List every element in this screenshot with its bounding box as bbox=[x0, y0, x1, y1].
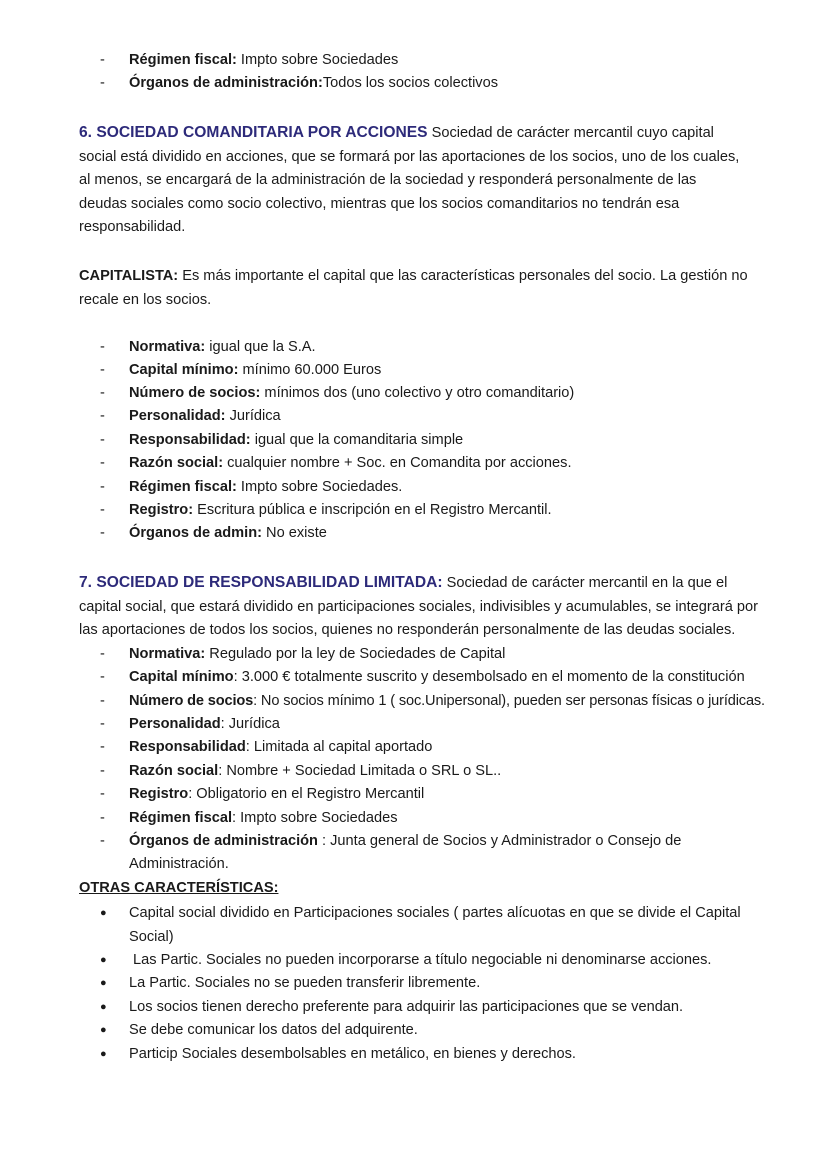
item-text: : Limitada al capital aportado bbox=[245, 739, 433, 755]
bullet-item: ● Se debe comunicar los datos del adquirente. bbox=[100, 1022, 418, 1038]
item-text: Escritura pública e inscripción en el Registro Mercantil. bbox=[193, 502, 552, 518]
item-text: : 3.000 € totalmente suscrito y desembolsado en el momento de la constitución bbox=[233, 669, 745, 685]
item-text: La Partic. Sociales no se pueden transferir libremente. bbox=[129, 975, 481, 991]
item-text: : Nombre + Sociedad Limitada o SRL o SL.. bbox=[218, 763, 502, 779]
list-item: - Personalidad: Jurídica bbox=[100, 716, 280, 732]
bullet-item: ● Las Partic. Sociales no pueden incorporarse a título negociable ni denominarse acciones. bbox=[100, 952, 712, 968]
bullet-item: ● Los socios tienen derecho preferente para adquirir las participaciones que se vendan. bbox=[100, 999, 684, 1015]
item-text: Particip Sociales desembolsables en metálico, en bienes y derechos. bbox=[129, 1046, 576, 1062]
otras-heading-text: OTRAS CARACTERÍSTICAS: bbox=[79, 880, 279, 896]
item-label: Capital mínimo: bbox=[129, 362, 239, 378]
item-text: : No socios mínimo 1 ( soc.Unipersonal), pueden ser personas físicas o jurídicas. bbox=[253, 693, 765, 709]
list-item: - Órganos de administración:Todos los socios colectivos bbox=[100, 75, 499, 91]
list-item: - Órganos de administración : Junta general de Socios y Administrador o Consejo de bbox=[100, 833, 682, 849]
item-label: Número de socios: bbox=[129, 385, 261, 401]
paragraph-line: recale en los socios. bbox=[79, 291, 212, 308]
item-text: : Jurídica bbox=[220, 716, 280, 732]
paragraph-line: al menos, se encargará de la administración de la sociedad y responderá personalmente de las bbox=[79, 172, 697, 188]
paragraph-line: las aportaciones de todos los socios, quienes no responderán personalmente de las deudas sociales. bbox=[79, 622, 736, 638]
list-item: - Registro: Escritura pública e inscripción en el Registro Mercantil. bbox=[100, 502, 552, 518]
list-item: - Número de socios: mínimos dos (uno colectivo y otro comanditario) bbox=[100, 385, 575, 401]
item-text: : Junta general de Socios y Administrador o Consejo de bbox=[317, 833, 682, 849]
list-item: - Personalidad: Jurídica bbox=[100, 408, 281, 424]
bullet-item-continuation: Social) bbox=[129, 929, 174, 945]
list-item: - Normativa: Regulado por la ley de Sociedades de Capital bbox=[100, 646, 506, 662]
list-item: - Régimen fiscal: Impto sobre Sociedades bbox=[100, 810, 398, 826]
item-label: Registro: bbox=[129, 502, 194, 518]
list-item: - Régimen fiscal: Impto sobre Sociedades bbox=[100, 52, 399, 68]
item-text: Regulado por la ley de Sociedades de Capital bbox=[205, 646, 506, 662]
list-item: - Capital mínimo: mínimo 60.000 Euros bbox=[100, 362, 382, 378]
list-item: - Responsabilidad: Limitada al capital aportado bbox=[100, 739, 433, 755]
bullet-item: ● La Partic. Sociales no se pueden transferir libremente. bbox=[100, 975, 481, 991]
list-item-continuation: Administración. bbox=[129, 856, 229, 872]
list-item: - Normativa: igual que la S.A. bbox=[100, 339, 316, 355]
item-text: Las Partic. Sociales no pueden incorporarse a título negociable ni denominarse acciones. bbox=[129, 952, 712, 968]
item-text: cualquier nombre + Soc. en Comandita por acciones. bbox=[223, 455, 572, 471]
list-item: - Responsabilidad: igual que la comanditaria simple bbox=[100, 432, 464, 448]
item-label: Personalidad bbox=[129, 716, 221, 732]
item-text: Jurídica bbox=[225, 408, 281, 424]
item-text: : Impto sobre Sociedades bbox=[232, 810, 398, 826]
item-label: Régimen fiscal bbox=[129, 810, 233, 826]
item-label: Normativa: bbox=[129, 339, 206, 355]
item-text: mínimos dos (uno colectivo y otro comanditario) bbox=[260, 385, 575, 401]
section-6-paragraph bbox=[79, 121, 739, 240]
paragraph-line: Sociedad de carácter mercantil en la que el bbox=[442, 575, 728, 591]
item-text: No existe bbox=[261, 525, 327, 541]
list-item: - Órganos de admin: No existe bbox=[100, 525, 327, 541]
item-label: Órganos de admin: bbox=[129, 525, 262, 541]
paragraph-line: responsabilidad. bbox=[79, 219, 186, 235]
bullet-item: ● Particip Sociales desembolsables en metálico, en bienes y derechos. bbox=[100, 1046, 576, 1062]
item-label: Responsabilidad: bbox=[129, 432, 251, 448]
item-label: Régimen fiscal: bbox=[129, 52, 237, 68]
item-label: Régimen fiscal: bbox=[129, 479, 237, 495]
item-label: Órganos de administración: bbox=[129, 75, 323, 91]
item-text: mínimo 60.000 Euros bbox=[238, 362, 382, 378]
section-7-paragraph bbox=[79, 571, 758, 643]
item-label: Órganos de administración bbox=[129, 833, 318, 849]
item-text: Capital social dividido en Participaciones sociales ( partes alícuotas en que se divide el Capital bbox=[129, 905, 741, 921]
section-6-heading: 6. SOCIEDAD COMANDITARIA POR ACCIONES bbox=[79, 124, 428, 141]
item-label: Normativa: bbox=[129, 646, 206, 662]
list-item: - Razón social: Nombre + Sociedad Limitada o SRL o SL.. bbox=[100, 763, 502, 779]
item-label: Razón social: bbox=[129, 455, 224, 471]
paragraph-line: Es más importante el capital que las características personales del socio. La gestión no bbox=[178, 268, 748, 284]
item-label: Responsabilidad bbox=[129, 739, 246, 755]
item-text: Se debe comunicar los datos del adquirente. bbox=[129, 1022, 418, 1038]
bullet-item: ● Capital social dividido en Participaciones sociales ( partes alícuotas en que se divide el Capital bbox=[100, 905, 741, 921]
paragraph-line: capital social, que estará dividido en participaciones sociales, indivisibles y acumulables, se integrará por bbox=[79, 598, 758, 615]
item-text: igual que la comanditaria simple bbox=[250, 432, 464, 448]
paragraph-line: social está dividido en acciones, que se formará por las aportaciones de los socios, uno de los cuales, bbox=[79, 148, 740, 165]
item-label: Capital mínimo bbox=[129, 669, 234, 685]
otras-heading bbox=[79, 877, 278, 901]
list-item: - Régimen fiscal: Impto sobre Sociedades. bbox=[100, 479, 403, 495]
item-text: Impto sobre Sociedades bbox=[236, 52, 399, 68]
item-text: igual que la S.A. bbox=[205, 339, 316, 355]
section-7-heading: 7. SOCIEDAD DE RESPONSABILIDAD LIMITADA: bbox=[79, 574, 443, 591]
item-label: Número de socios bbox=[129, 693, 254, 709]
list-item: - Razón social: cualquier nombre + Soc. en Comandita por acciones. bbox=[100, 455, 572, 471]
list-item: - Número de socios: No socios mínimo 1 ( soc.Unipersonal), pueden ser personas físicas o jurídicas. bbox=[100, 693, 765, 709]
item-label: Registro bbox=[129, 786, 189, 802]
list-item: - Capital mínimo: 3.000 € totalmente suscrito y desembolsado en el momento de la constitución bbox=[100, 669, 745, 685]
item-label: Razón social bbox=[129, 763, 219, 779]
item-text: Impto sobre Sociedades. bbox=[236, 479, 403, 495]
item-text: : Obligatorio en el Registro Mercantil bbox=[188, 786, 425, 802]
list-item: - Registro: Obligatorio en el Registro Mercantil bbox=[100, 786, 425, 802]
paragraph-line: deudas sociales como socio colectivo, mientras que los socios comanditarios no tendrán esa bbox=[79, 195, 680, 212]
capitalista-paragraph bbox=[79, 265, 748, 312]
paragraph-line: Sociedad de carácter mercantil cuyo capital bbox=[427, 125, 714, 141]
item-label: Personalidad: bbox=[129, 408, 226, 424]
item-text: Todos los socios colectivos bbox=[322, 75, 499, 91]
capitalista-label: CAPITALISTA: bbox=[79, 268, 179, 284]
item-text: Los socios tienen derecho preferente para adquirir las participaciones que se vendan. bbox=[129, 999, 684, 1015]
